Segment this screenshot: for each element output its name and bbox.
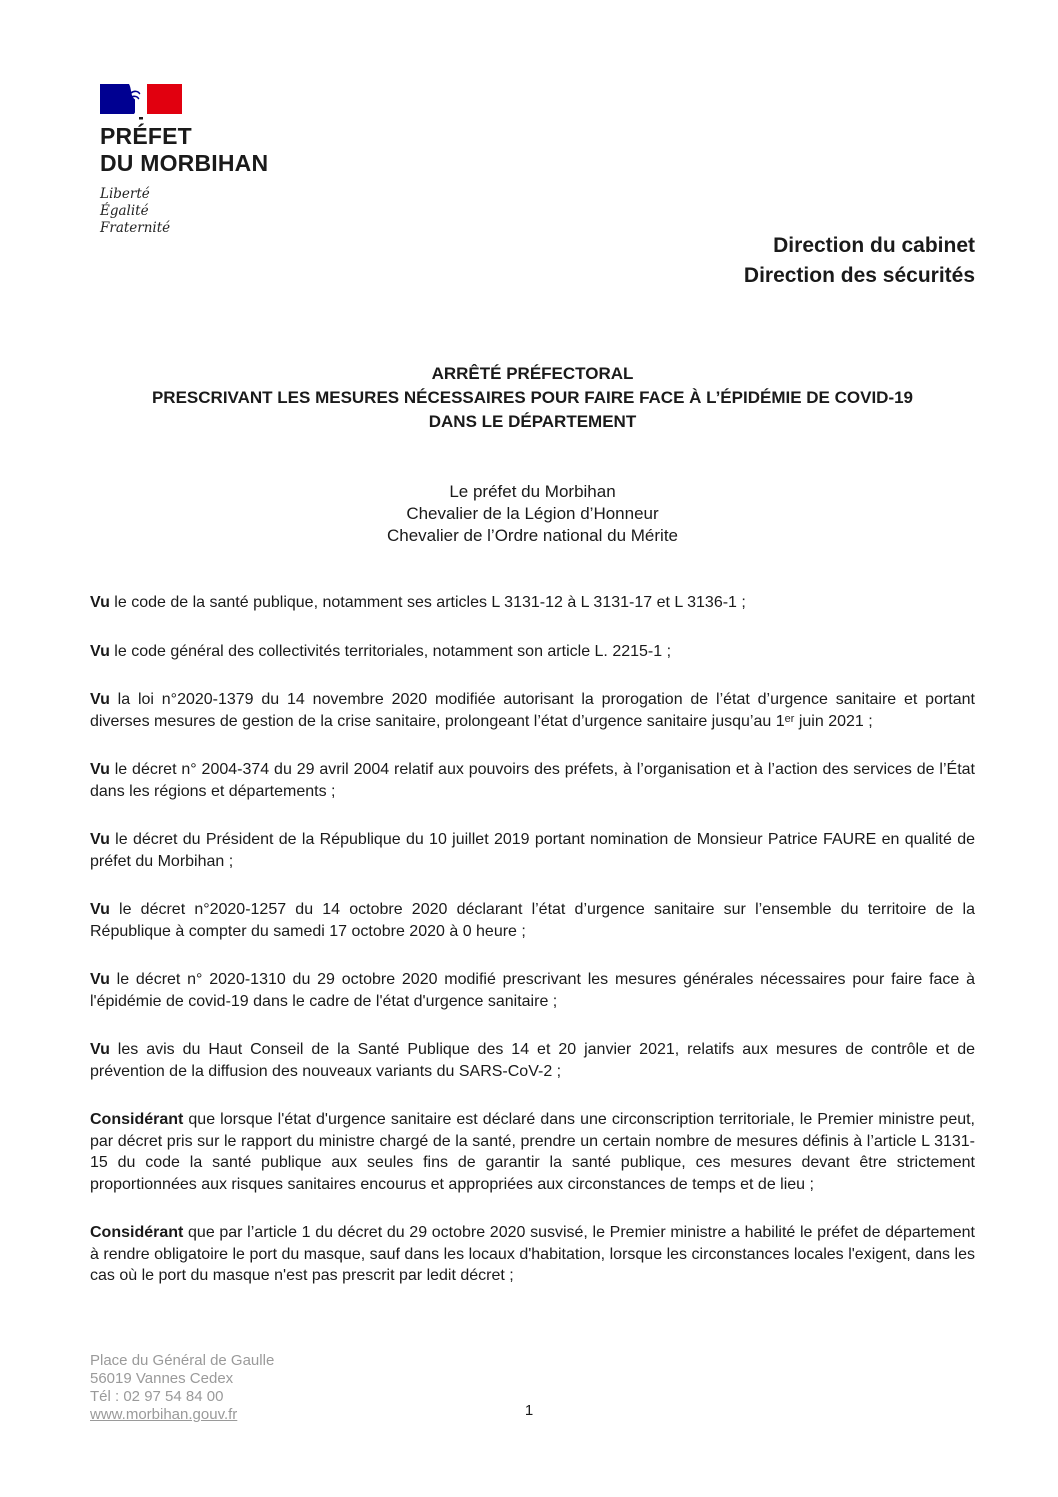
author-line2: Chevalier de la Légion d’Honneur (406, 504, 659, 523)
motto-liberte: Liberté (100, 186, 150, 202)
author-line1: Le préfet du Morbihan (449, 482, 616, 501)
paragraph-text: le décret n° 2004-374 du 29 avril 2004 relatif aux pouvoirs des préfets, à l’organisation et à l’action des services de l’État dans les régions et départements ; (90, 761, 975, 800)
issuing-direction (744, 231, 975, 291)
paragraph-lead: Vu (90, 594, 110, 611)
prefecture-logo-block (100, 84, 268, 237)
paragraph-vu-5 (90, 829, 975, 872)
author-line3: Chevalier de l’Ordre national du Mérite (386, 526, 679, 545)
paragraph-text: que lorsque l'état d'urgence sanitaire est déclaré dans une circonscription territoriale, le Premier ministre peut, par décret pris sur le rapport du ministre chargé de la santé, prendre un certain nombre de mesures définis à l’article L 3131-15 du code la santé publique aux seules fins de garantir la santé publique, ces mesures devant être strictement proportionnées aux risques sanitaires encourus et appropriées aux circonstances de temps et de lieu ; (90, 1111, 975, 1193)
paragraph-lead: Vu (90, 971, 110, 988)
motto-fraternite: Fraternité (100, 220, 171, 236)
address-line3: Tél : 02 97 54 84 00 (90, 1388, 224, 1405)
paragraph-lead: Vu (90, 1041, 110, 1058)
title-line3: DANS LE DÉPARTEMENT (428, 412, 637, 431)
paragraph-lead: Considérant (90, 1224, 184, 1241)
document-title (90, 362, 975, 434)
paragraph-lead: Considérant (90, 1111, 184, 1128)
page-number: 1 (524, 1402, 534, 1419)
paragraph-vu-3 (90, 689, 975, 732)
paragraph-vu-6 (90, 899, 975, 942)
paragraph-text: le code général des collectivités territoriales, notamment son article L. 2215-1 ; (109, 642, 672, 660)
paragraph-lead: Vu (90, 901, 110, 918)
paragraph-lead: Vu (90, 691, 110, 708)
paragraph-considerant-2 (90, 1222, 975, 1287)
website-link[interactable]: www.morbihan.gouv.fr (90, 1406, 238, 1423)
motto-egalite: Égalité (100, 203, 149, 219)
direction-line2: Direction des sécurités (743, 264, 975, 287)
address-line1: Place du Général de Gaulle (90, 1352, 275, 1369)
paragraph-text: le décret du Président de la République du 10 juillet 2019 portant nomination de Monsieur Patrice FAURE en qualité de préfet du Morbihan ; (90, 831, 975, 870)
republic-motto (100, 186, 268, 237)
paragraph-text: le code de la santé publique, notamment ses articles L 3131-12 à L 3131-17 et L 3136-1 ; (109, 594, 746, 611)
direction-line1: Direction du cabinet (773, 234, 975, 257)
paragraph-vu-2 (90, 641, 975, 663)
address-line2: 56019 Vannes Cedex (90, 1370, 234, 1387)
paragraph-lead: Vu (90, 642, 110, 660)
paragraph-text: les avis du Haut Conseil de la Santé Publique des 14 et 20 janvier 2021, relatifs aux mesures de contrôle et de prévention de la diffusion des nouveaux variants du SARS-CoV-2 ; (90, 1041, 975, 1080)
document-body (90, 362, 975, 1314)
paragraph-lead: Vu (90, 831, 110, 848)
paragraph-text: le décret n° 2020-1310 du 29 octobre 2020 modifié prescrivant les mesures générales nécessaires pour faire face à l'épidémie de covid-19 dans le cadre de l'état d'urgence sanitaire ; (90, 971, 975, 1010)
paragraph-text: la loi n°2020-1379 du 14 novembre 2020 modifiée autorisant la prorogation de l’état d’urgence sanitaire et portant diverses mesures de gestion de la crise sanitaire, prolongeant l’état d’urgence sanitaire jusqu’au 1ᵉʳ juin 2021 ; (90, 691, 975, 730)
paragraph-vu-1 (90, 592, 975, 614)
paragraph-vu-8 (90, 1039, 975, 1082)
paragraph-vu-7 (90, 969, 975, 1012)
author-titles (90, 481, 975, 547)
paragraph-text: que par l’article 1 du décret du 29 octobre 2020 susvisé, le Premier ministre a habilité le préfet de département à rendre obligatoire le port du masque, sauf dans les locaux d'habitation, lorsque les circonstances locales l'exigent, dans les cas où le port du masque n'est pas prescrit par ledit décret ; (90, 1224, 975, 1284)
title-line2: PRESCRIVANT LES MESURES NÉCESSAIRES POUR FAIRE FACE À L’ÉPIDÉMIE DE COVID-19 (151, 388, 914, 407)
french-flag-icon (100, 84, 182, 120)
paragraph-lead: Vu (90, 761, 110, 778)
title-line1: ARRÊTÉ PRÉFECTORAL (431, 364, 634, 383)
paragraph-text: le décret n°2020-1257 du 14 octobre 2020 déclarant l’état d’urgence sanitaire sur l’ensemble du territoire de la République à compter du samedi 17 octobre 2020 à 0 heure ; (90, 901, 975, 940)
prefecture-name-line2: DU MORBIHAN (100, 150, 269, 176)
prefecture-name-line1: PRÉFET (100, 123, 192, 149)
paragraph-considerant-1 (90, 1109, 975, 1195)
paragraph-vu-4 (90, 759, 975, 802)
